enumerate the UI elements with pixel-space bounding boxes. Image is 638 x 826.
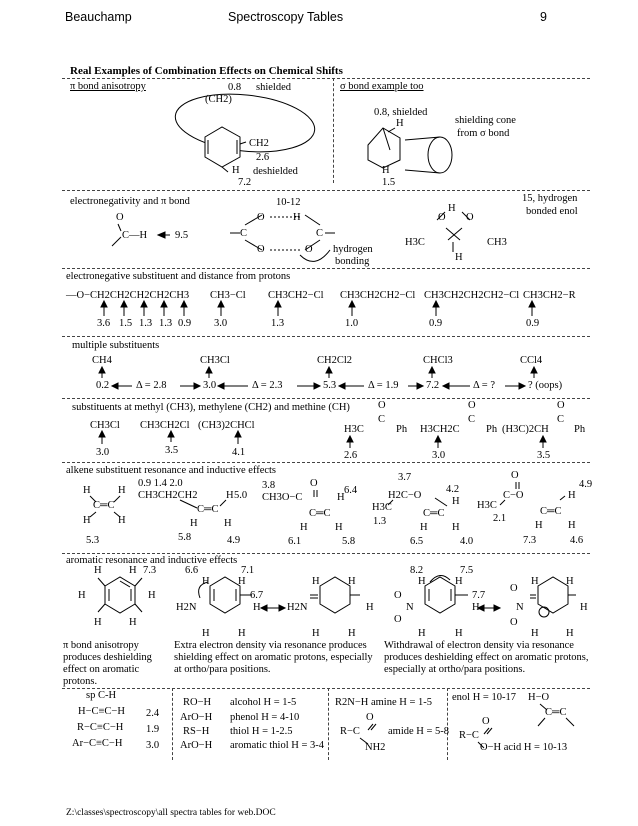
vinylester-shift-d: 4.6 — [570, 535, 584, 546]
shift-ch3cl-b: 3.0 — [203, 380, 217, 391]
ethene-h1: H — [83, 485, 91, 496]
page-number: 9 — [540, 10, 547, 24]
ketone3-ph: Ph — [574, 424, 586, 435]
ketone2-shift: 3.0 — [432, 450, 446, 461]
acrylate-cc: C═C — [309, 508, 331, 519]
mol-ccl4: CCl4 — [520, 355, 543, 366]
note-acceptor: Withdrawal of electron density via resonance produces deshielding effect on aromatic protons, especially at ortho/para positions. — [384, 640, 589, 675]
nitronate-h-para: H — [580, 602, 588, 613]
ethene-h2: H — [118, 485, 126, 496]
oh-3: RS−H — [183, 726, 210, 737]
substituent-distance-label: electronegative substituent and distance from protons — [66, 271, 291, 282]
nitro-h1: H — [418, 576, 426, 587]
mol-ch3cl-b: CH3Cl — [200, 355, 230, 366]
ketone1-o: O — [378, 400, 386, 411]
enol-o-1: O — [438, 212, 446, 223]
aldehyde-o: O — [116, 212, 124, 223]
nitro-h-para: H — [472, 602, 480, 613]
acid-c-2: C — [316, 228, 324, 239]
pentene-h2: H — [190, 518, 198, 529]
enol-label-2: bonded enol — [526, 206, 578, 217]
nitronate-h4: H — [566, 628, 574, 639]
ring-h: H — [232, 165, 240, 176]
enol-label: 15, hydrogen — [522, 193, 578, 204]
ketone2-ph: Ph — [486, 424, 498, 435]
ketone1-c: C — [378, 414, 386, 425]
chain-shift-2: 1.5 — [119, 318, 133, 329]
aniline-h-para: H — [253, 602, 261, 613]
alkyne-3: Ar−C≡C−H — [72, 738, 123, 749]
chain-shift-4: 1.3 — [159, 318, 173, 329]
acid-c-1: C — [240, 228, 248, 239]
iminium-h4: H — [348, 628, 356, 639]
acrylate-shift-c: 6.1 — [288, 536, 302, 547]
chain-shift-3: 1.3 — [139, 318, 153, 329]
sp-ch-label: sp C-H — [86, 690, 117, 701]
amide-range: amide H = 5-8 — [388, 726, 450, 737]
acid-o-1: O — [257, 212, 265, 223]
enol-ch3: CH3 — [487, 237, 507, 248]
sigma-h-bottom: H — [382, 165, 390, 176]
aniline-h3: H — [202, 628, 210, 639]
benzene-h6: H — [129, 617, 137, 628]
alkene-label: alkene substituent resonance and inductive effects — [66, 465, 277, 476]
oh-4-range: aromatic thiol H = 3-4 — [230, 740, 324, 751]
shift-benzene: 7.3 — [143, 565, 157, 576]
mol-b: CH3CH2Cl — [140, 420, 190, 431]
aniline-h1: H — [202, 576, 210, 587]
vinylester-h3: H — [568, 520, 576, 531]
vinylester-cc: C═C — [540, 506, 562, 517]
vinylether-shift-e: 4.0 — [460, 536, 474, 547]
enol-o-2: O — [466, 212, 474, 223]
hbond-label: hydrogen — [333, 244, 373, 255]
mol-ethylcl: CH3CH2−Cl — [268, 290, 324, 301]
delta-1: Δ = 2.8 — [136, 380, 167, 391]
ethene-cc: C═C — [93, 500, 115, 511]
pentene-cc: C═C — [197, 504, 219, 515]
delta-4: Δ = ? — [473, 380, 496, 391]
cone-label-2: from σ bond — [457, 128, 510, 139]
acrylate-shift-d: 5.8 — [342, 536, 356, 547]
aldehyde-ch: C—H — [122, 230, 148, 241]
benzene-h1: H — [94, 565, 102, 576]
vinylether-me: H3C — [372, 502, 392, 513]
ketone1-ph: Ph — [396, 424, 408, 435]
vinylether-shift-a: 3.7 — [398, 472, 412, 483]
vinylether-h: H — [452, 496, 460, 507]
ethene-h4: H — [118, 515, 126, 526]
ketone3-sub: (H3C)2CH — [502, 424, 549, 435]
nitro-h3: H — [418, 628, 426, 639]
delta-2: Δ = 2.3 — [252, 380, 283, 391]
ether-chain: —O−CH2CH2CH2CH2CH3 — [66, 290, 190, 301]
aniline-n: H2N — [176, 602, 197, 613]
ring-ch2: CH2 — [249, 138, 269, 149]
ketone3-shift: 3.5 — [537, 450, 551, 461]
oh-1-range: alcohol H = 1-5 — [230, 697, 297, 708]
acrylate-shift-a: 3.8 — [262, 480, 276, 491]
vinylether-h2: H — [420, 522, 428, 533]
shift-alkyne-1: 2.4 — [146, 708, 160, 719]
vinylether-cc: C═C — [423, 508, 445, 519]
shift-aniline-meta: 7.1 — [241, 565, 255, 576]
alkyne-2: R−C≡C−H — [77, 722, 124, 733]
enol-h3c: H3C — [405, 237, 425, 248]
multiple-substituents-label: multiple substituents — [72, 340, 160, 351]
oh-2: ArO−H — [180, 712, 213, 723]
mol-c: (CH3)2CHCl — [198, 420, 255, 431]
shift-alkyne-3: 3.0 — [146, 740, 160, 751]
nitronate-h2: H — [566, 576, 574, 587]
enol-range: enol H = 10-17 — [452, 692, 516, 703]
nitro-n: N — [406, 602, 414, 613]
nitro-o1: O — [394, 590, 402, 601]
shift-bridge: 0.8 — [228, 82, 242, 93]
benzene-h3: H — [78, 590, 86, 601]
shielded-label: shielded — [256, 82, 291, 93]
pentene-shifts: 0.9 1.4 2.0 — [138, 478, 183, 489]
pentene-h: H — [226, 490, 234, 501]
shift-alkyne-2: 1.9 — [146, 724, 160, 735]
mol-a: CH3Cl — [90, 420, 120, 431]
shift-aniline-ortho: 6.6 — [185, 565, 199, 576]
shift-acid: 10-12 — [276, 197, 301, 208]
enol-central-h: H — [455, 252, 463, 263]
mol-ch4: CH4 — [92, 355, 112, 366]
mol-ch2cl2: CH2Cl2 — [317, 355, 353, 366]
pentene-shift-a: 5.0 — [234, 490, 248, 501]
pentene-shift-c: 4.9 — [227, 535, 241, 546]
enol-cc: C═C — [545, 707, 567, 718]
acid-o: O — [482, 716, 490, 727]
methyl-methylene-label: substituents at methyl (CH3), methylene (CH2) and methine (CH) — [72, 402, 350, 413]
oh-1: RO−H — [183, 697, 212, 708]
acid-rc: R−C — [459, 730, 479, 741]
shift-sigma-bottom: 1.5 — [382, 177, 396, 188]
nitro-o2: O — [394, 614, 402, 625]
vinylester-h2: H — [535, 520, 543, 531]
mol-propylcl: CH3CH2CH2−Cl — [340, 290, 416, 301]
delta-3: Δ = 1.9 — [368, 380, 399, 391]
ketone3-c: C — [557, 414, 565, 425]
header-author: Beauchamp — [65, 10, 132, 24]
oh-4: ArO−H — [180, 740, 213, 751]
chain-shift-5: 0.9 — [178, 318, 192, 329]
oh-3-range: thiol H = 1-2.5 — [230, 726, 293, 737]
vinylester-shift-a: 4.9 — [579, 479, 593, 490]
acrylate-h2: H — [300, 522, 308, 533]
shift-aniline-para: 6.7 — [250, 590, 264, 601]
nitronate-o2: O — [510, 617, 518, 628]
acid-o-2: O — [257, 244, 265, 255]
iminium-n: H2N — [287, 602, 308, 613]
vinylester-o: O — [511, 470, 519, 481]
aniline-h4: H — [238, 628, 246, 639]
iminium-h2: H — [348, 576, 356, 587]
ethene-h3: H — [83, 515, 91, 526]
vinylester-h: H — [568, 490, 576, 501]
mol-chcl3: CHCl3 — [423, 355, 453, 366]
nitronate-n: N — [516, 602, 524, 613]
shift-nitro-ortho: 8.2 — [410, 565, 424, 576]
nitro-h2: H — [455, 576, 463, 587]
shift-ccl4: ? (oops) — [528, 380, 563, 391]
acrylate-h3: H — [335, 522, 343, 533]
note-benzene: π bond anisotropy produces deshielding effect on aromatic protons. — [63, 640, 152, 687]
shift-ch2cl2: 5.3 — [323, 380, 337, 391]
iminium-h3: H — [312, 628, 320, 639]
header-title: Spectroscopy Tables — [228, 10, 344, 24]
mol-butylcl: CH3CH2CH2CH2−Cl — [424, 290, 520, 301]
amide-nh2: NH2 — [365, 742, 386, 753]
shift-a: 3.0 — [96, 447, 110, 458]
vinylether-sub: H2C−O — [388, 490, 422, 501]
bridge-ch2n: (CH2) — [205, 94, 232, 105]
acrylate-h: H — [337, 492, 345, 503]
cone-label: shielding cone — [455, 115, 516, 126]
acrylate-sub: CH3O−C — [262, 492, 303, 503]
shift-ethene: 5.3 — [86, 535, 100, 546]
shift-aromatic: 7.2 — [238, 177, 252, 188]
acid-range: O−H acid H = 10-13 — [480, 742, 568, 753]
ketone2-o: O — [468, 400, 476, 411]
electronegativity-label: electronegativity and π bond — [70, 196, 190, 207]
vinylester-shift-b: 2.1 — [493, 513, 507, 524]
acid-h-1: H — [293, 212, 301, 223]
shift-ch3cl: 3.0 — [214, 318, 228, 329]
iminium-h-para: H — [366, 602, 374, 613]
shift-propylcl: 1.0 — [345, 318, 359, 329]
ketone2-c: C — [468, 414, 476, 425]
shift-ch4: 0.2 — [96, 380, 110, 391]
amide-o: O — [366, 712, 374, 723]
nitronate-h1: H — [531, 576, 539, 587]
shift-ethylr: 0.9 — [526, 318, 540, 329]
benzene-h4: H — [148, 590, 156, 601]
alkyne-1: H−C≡C−H — [78, 706, 125, 717]
shift-c: 4.1 — [232, 447, 246, 458]
ketone2-sub: H3CH2C — [420, 424, 460, 435]
footer-path: Z:\classes\spectroscopy\all spectra tables for web.DOC — [66, 808, 276, 818]
vinylester-me: H3C — [477, 500, 497, 511]
sigma-h-top: H — [396, 118, 404, 129]
hbond-label-2: bonding — [335, 256, 370, 267]
amine-range: R2N−H amine H = 1-5 — [335, 697, 432, 708]
iminium-h1: H — [312, 576, 320, 587]
pentene-shift-b: 5.8 — [178, 532, 192, 543]
vinylester-shift-c: 7.3 — [523, 535, 537, 546]
note-donor: Extra electron density via resonance produces shielding effect on aromatic protons, especially at ortho/para positions. — [174, 640, 373, 675]
shift-nitro-para: 7.7 — [472, 590, 486, 601]
enol-ho: H−O — [528, 692, 550, 703]
benzene-h5: H — [94, 617, 102, 628]
vinylether-shift-d: 6.5 — [410, 536, 424, 547]
benzene-h2: H — [129, 565, 137, 576]
pi-anisotropy-label: π bond anisotropy — [70, 81, 146, 92]
page-title: Real Examples of Combination Effects on Chemical Shifts — [70, 65, 343, 77]
vinylether-shift-c: 1.3 — [373, 516, 387, 527]
shift-b: 3.5 — [165, 445, 179, 456]
acrylate-o: O — [310, 478, 318, 489]
amide-rc: R−C — [340, 726, 360, 737]
chain-shift-1: 3.6 — [97, 318, 111, 329]
vinylester-co: C−O — [503, 490, 524, 501]
shift-ch2: 2.6 — [256, 152, 270, 163]
mol-ethylr: CH3CH2−R — [523, 290, 576, 301]
aniline-h2: H — [238, 576, 246, 587]
oh-2-range: phenol H = 4-10 — [230, 712, 300, 723]
acrylate-shift-b: 6.4 — [344, 485, 358, 496]
vinylether-h3: H — [452, 522, 460, 533]
nitro-h4: H — [455, 628, 463, 639]
acid-o-3: O — [305, 244, 313, 255]
ketone1-shift: 2.6 — [344, 450, 358, 461]
shift-aldehyde: 9.5 — [175, 230, 189, 241]
nitronate-h3: H — [531, 628, 539, 639]
sigma-example-label: σ bond example too — [340, 81, 424, 92]
ketone3-o: O — [557, 400, 565, 411]
aromatic-label: aromatic resonance and inductive effects — [66, 555, 238, 566]
ketone1-sub: H3C — [344, 424, 364, 435]
deshielded-label: deshielded — [253, 166, 298, 177]
vinylether-shift-b: 4.2 — [446, 484, 460, 495]
nitronate-o1: O — [510, 583, 518, 594]
shift-ethylcl: 1.3 — [271, 318, 285, 329]
shift-butylcl: 0.9 — [429, 318, 443, 329]
pentene-h3: H — [224, 518, 232, 529]
mol-ch3cl: CH3−Cl — [210, 290, 246, 301]
enol-h: H — [448, 203, 456, 214]
pentene-chain: CH3CH2CH2 — [138, 490, 198, 501]
shift-shielded-sigma: 0.8, shielded — [374, 107, 428, 118]
shift-chcl3: 7.2 — [426, 380, 440, 391]
shift-nitro-meta: 7.5 — [460, 565, 474, 576]
